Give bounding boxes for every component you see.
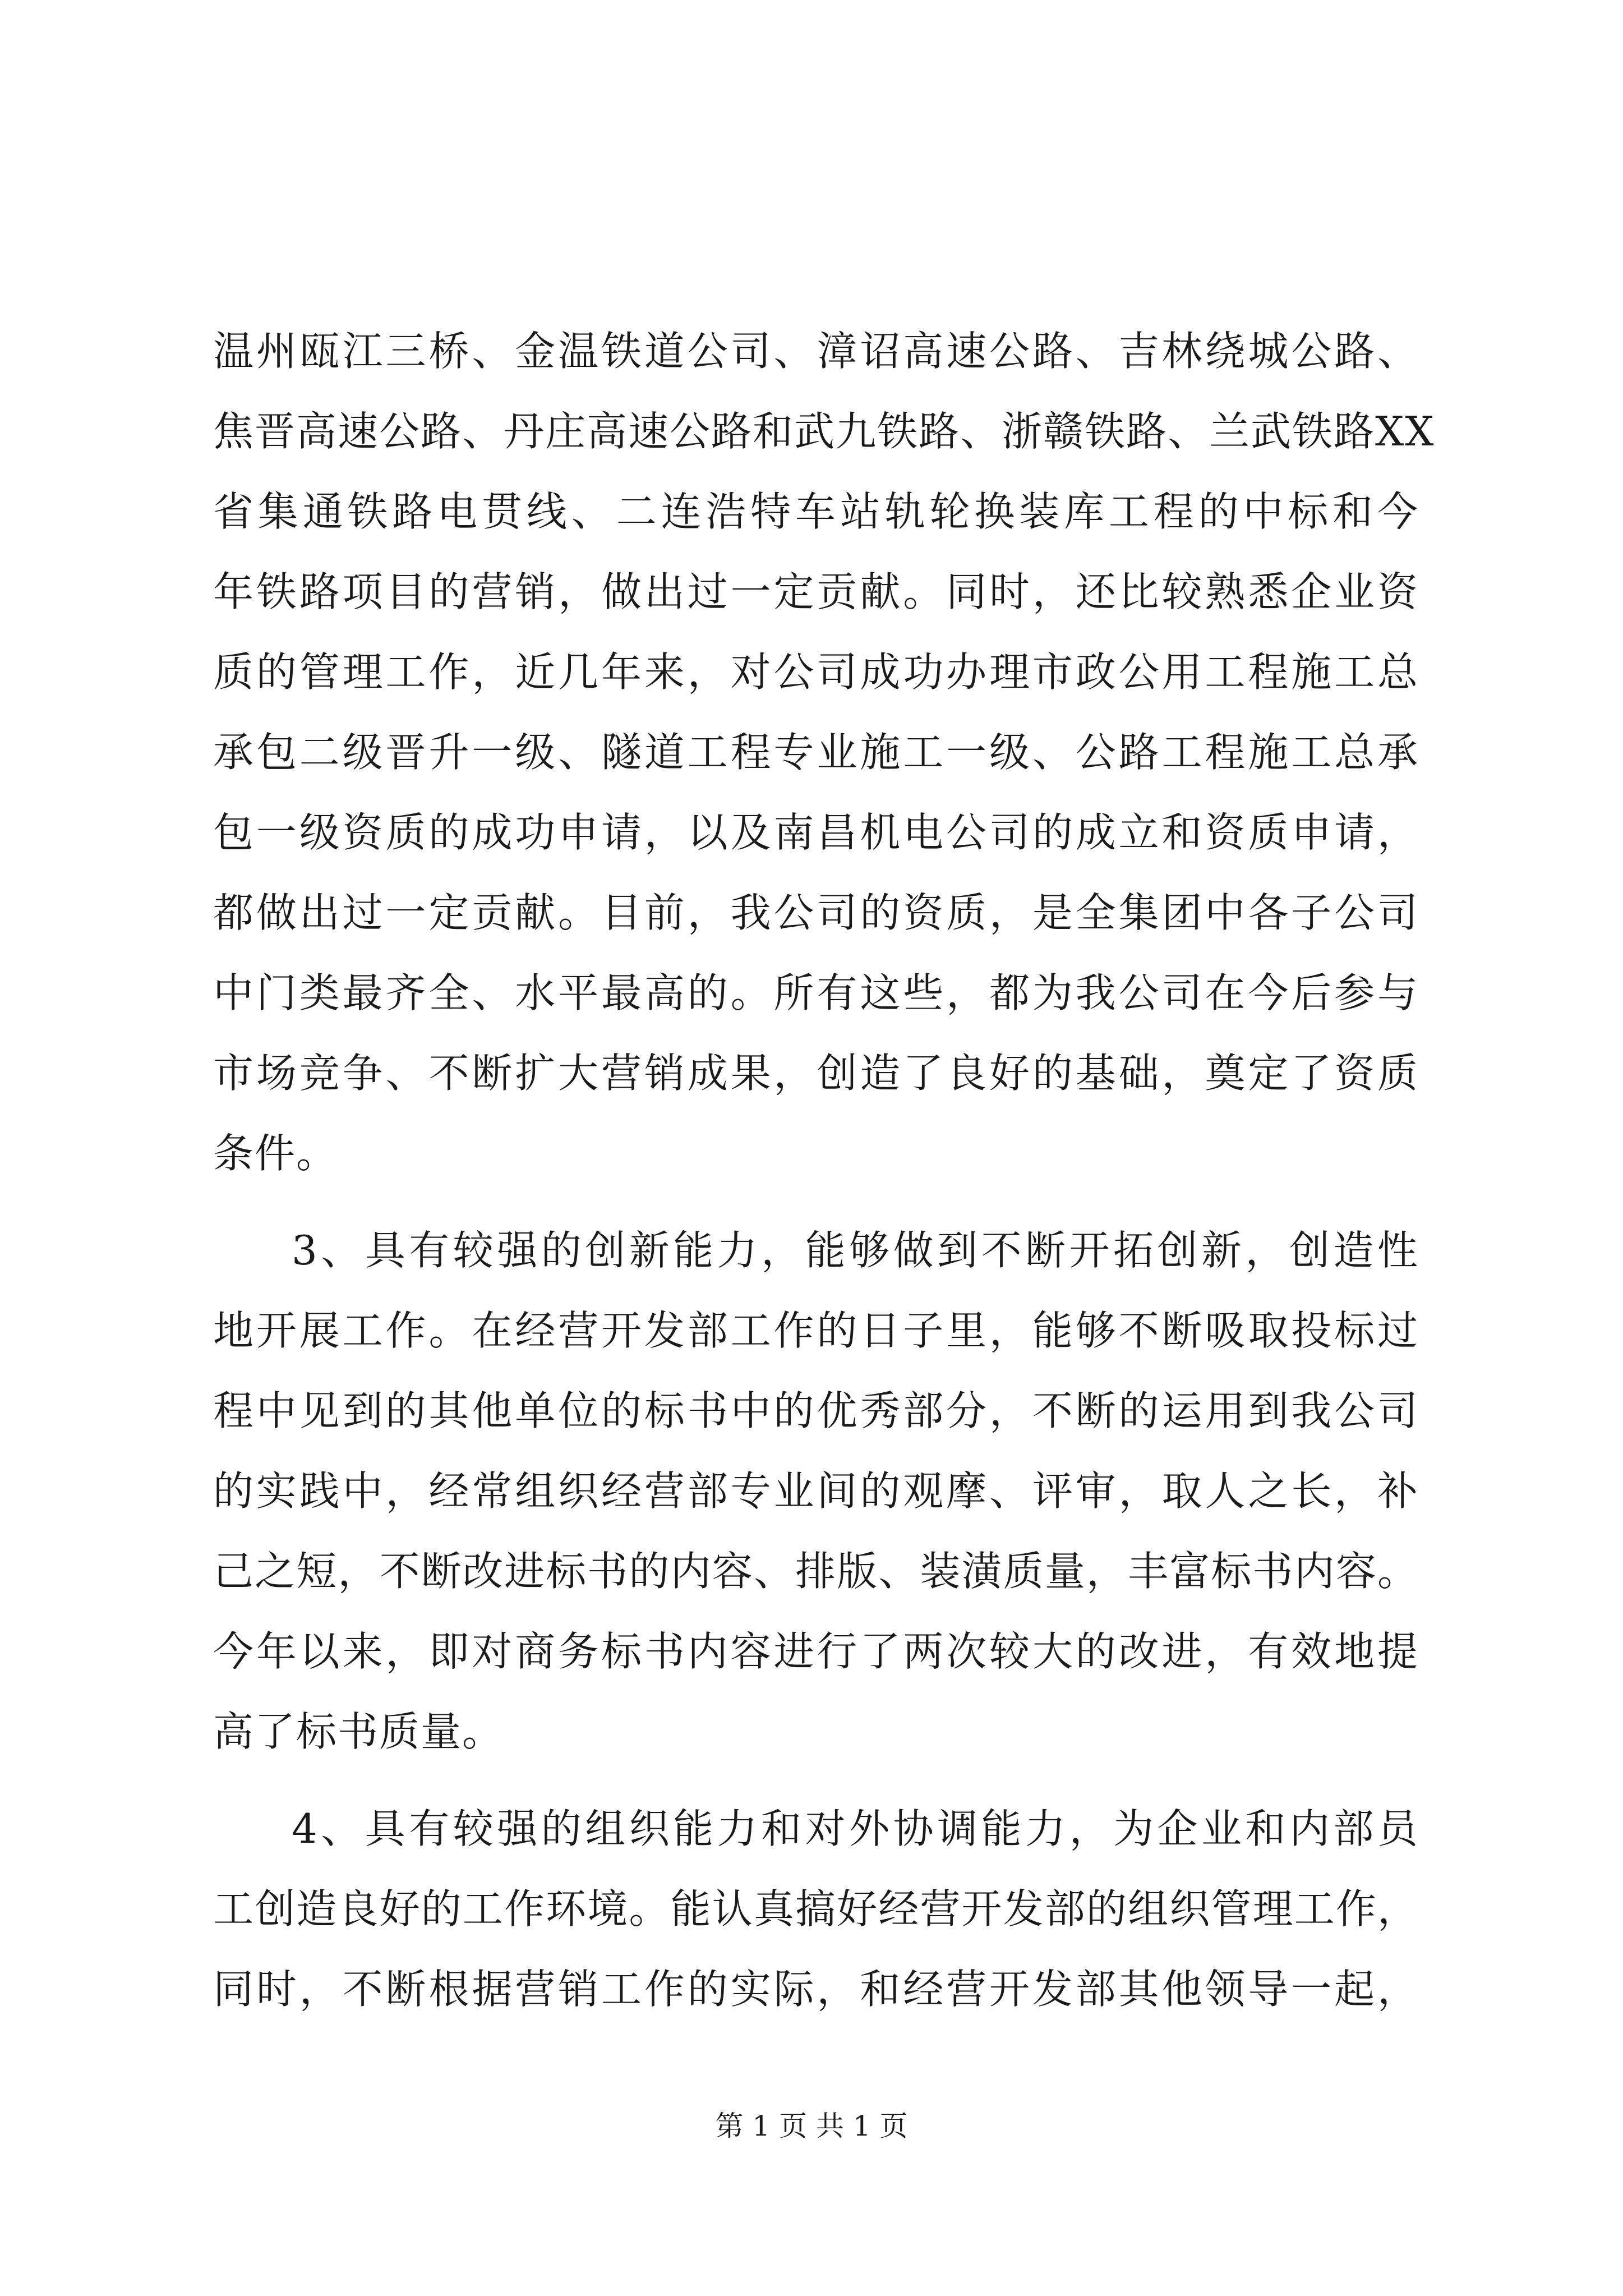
paragraph-gap: [213, 1194, 1419, 1211]
paragraph-gap: [213, 1772, 1419, 1789]
text-line: 4、具有较强的组织能力和对外协调能力，为企业和内部员: [292, 1805, 1419, 1852]
text-line: 的实践中，经常组织经营部专业间的观摩、评审，取人之长，补: [213, 1467, 1419, 1515]
text-line: 程中见到的其他单位的标书中的优秀部分，不断的运用到我公司: [213, 1387, 1419, 1434]
page-number-footer: 第 1 页 共 1 页: [715, 2110, 908, 2142]
text-line: 3、具有较强的创新能力，能够做到不断开拓创新，创造性: [292, 1227, 1419, 1274]
text-line: 今年以来，即对商务标书内容进行了两次较大的改进，有效地提: [213, 1628, 1419, 1675]
text-line: 市场竞争、不断扩大营销成果，创造了良好的基础，奠定了资质: [213, 1050, 1419, 1097]
text-line: 条件。: [213, 1130, 338, 1177]
text-line: 承包二级晋升一级、隧道工程专业施工一级、公路工程施工总承: [213, 729, 1419, 776]
text-line: 焦晋高速公路、丹庄高速公路和武九铁路、浙赣铁路、兰武铁路XX: [213, 408, 1435, 455]
text-line: 同时，不断根据营销工作的实际，和经营开发部其他领导一起，: [213, 1966, 1419, 2013]
text-line: 己之短，不断改进标书的内容、排版、装潢质量，丰富标书内容。: [213, 1548, 1419, 1595]
text-line: 地开展工作。在经营开发部工作的日子里，能够不断吸取投标过: [213, 1307, 1419, 1354]
text-line: 都做出过一定贡献。目前，我公司的资质，是全集团中各子公司: [213, 889, 1419, 936]
body-text: [213, 311, 1435, 2030]
text-line: 高了标书质量。: [213, 1708, 504, 1755]
text-line: 中门类最齐全、水平最高的。所有这些，都为我公司在今后参与: [213, 969, 1419, 1016]
text-line: 质的管理工作，近几年来，对公司成功办理市政公用工程施工总: [213, 648, 1419, 696]
paragraph-2: [213, 1211, 1419, 1772]
paragraph-3: [213, 1789, 1419, 2030]
text-line: 温州瓯江三桥、金温铁道公司、漳诏高速公路、吉林绕城公路、: [213, 328, 1419, 375]
paragraph-1: [213, 311, 1435, 1194]
text-line: 工创造良好的工作环境。能认真搞好经营开发部的组织管理工作，: [213, 1885, 1419, 1932]
text-line: 年铁路项目的营销，做出过一定贡献。同时，还比较熟悉企业资: [213, 568, 1419, 615]
text-line: 包一级资质的成功申请，以及南昌机电公司的成立和资质申请，: [213, 809, 1419, 856]
text-line: 省集通铁路电贯线、二连浩特车站轨轮换装库工程的中标和今: [213, 488, 1419, 535]
